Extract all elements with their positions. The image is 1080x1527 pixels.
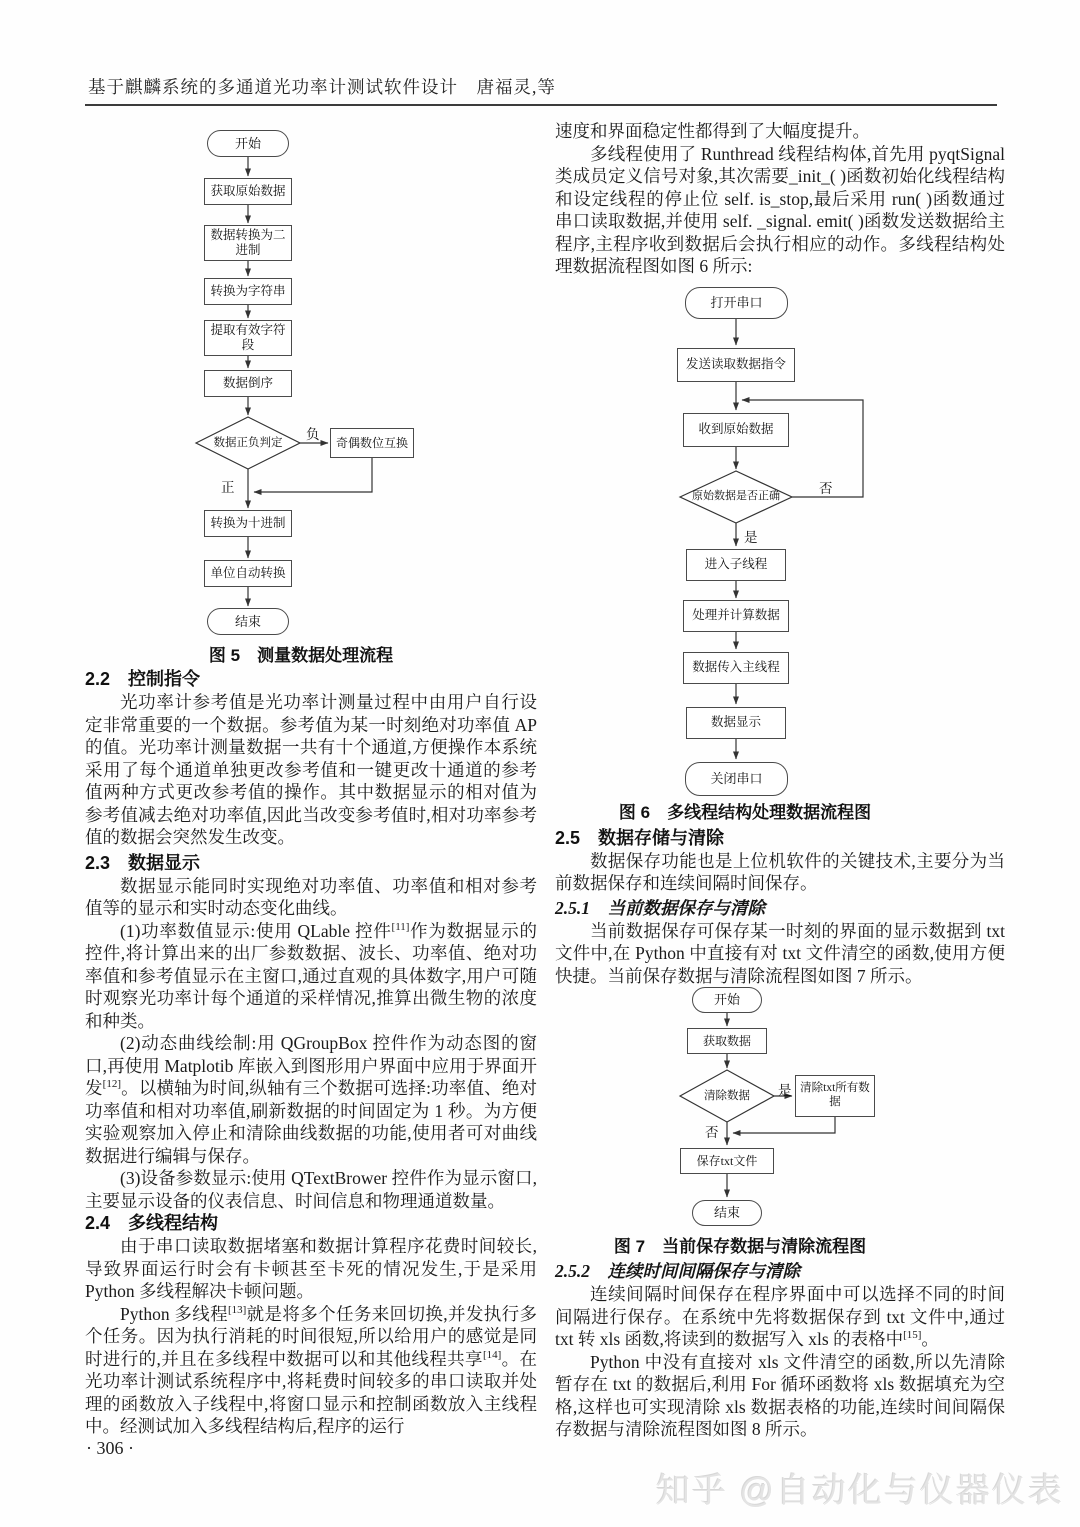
fig6-end-close-serial: 关闭串口 [685, 762, 788, 796]
section-2-5-2-heading: 2.5.2 连续时间间隔保存与清除 [555, 1261, 800, 1281]
section-2-3-paragraph-1: 数据显示能同时实现绝对功率值、功率值和相对参考值等的显示和实时动态变化曲线。 [85, 875, 537, 918]
figure5-caption: 图 5 测量数据处理流程 [208, 646, 394, 665]
fig5-process-convert-binary: 数据转换为二进制 [204, 225, 292, 261]
fig6-process-display-data: 数据显示 [686, 707, 786, 739]
fig5-end-terminal: 结束 [207, 608, 289, 635]
fig5-process-get-raw-data: 获取原始数据 [204, 178, 292, 205]
figure7-caption: 图 7 当前保存数据与清除流程图 [613, 1237, 867, 1256]
fig7-process-get-data: 获取数据 [687, 1028, 767, 1054]
fig6-decision-data-correct: 原始数据是否正确 [692, 490, 780, 503]
fig7-branch-yes-label: 是 [778, 1083, 792, 1098]
page-number: · 306 · [86, 1438, 134, 1458]
fig6-branch-no-label: 否 [819, 480, 833, 496]
left-column [85, 125, 537, 1438]
section-2-5-1-paragraph: 当前数据保存可保存某一时刻的界面的显示数据到 txt 文件中,在 Python 中直接有对 txt 文件清空的函数,使用方便快捷。当前保存数据与清除流程图如图 7 所示。 [555, 920, 1005, 986]
fig5-process-extract-chars: 提取有效字符段 [204, 320, 292, 356]
fig6-process-receive-raw: 收到原始数据 [683, 413, 789, 447]
fig6-process-enter-subthread: 进入子线程 [686, 549, 786, 581]
section-2-4-paragraph-2: Python 多线程[13]就是将多个任务来回切换,并发执行多个任务。因为执行消耗的时间很短,所以给用户的感觉是同时进行的,并且在多线程中数据可以和其他线程共享[14]。在光功率计测试系统程序中,将耗费时间较多的串口读取并处理的函数放入子线程中,将窗口显示和控制函数放入主线程中。经测试加入多线程结构后,程序的运行 [85, 1303, 538, 1436]
fig6-process-send-read-cmd: 发送读取数据指令 [677, 348, 795, 382]
section-2-4-heading: 2.4 多线程结构 [85, 1213, 219, 1233]
section-2-5-paragraph: 数据保存功能也是上位机软件的关键技术,主要分为当前数据保存和连续间隔时间保存。 [555, 850, 1005, 893]
section-2-4-paragraph-1: 由于串口读取数据堵塞和数据计算程序花费时间较长,导致界面运行时会有卡顿甚至卡死的情况发生,于是采用 Python 多线程解决卡顿问题。 [85, 1236, 537, 1301]
fig6-process-compute-data: 处理并计算数据 [683, 600, 789, 632]
section-2-3-paragraph-4: (3)设备参数显示:使用 QTextBrower 控件作为显示窗口,主要显示设备的仪表信息、时间信息和物理通道数量。 [85, 1168, 537, 1211]
fig5-process-convert-decimal: 转换为十进制 [204, 510, 292, 537]
section-2-5-1-heading: 2.5.1 当前数据保存与清除 [555, 897, 765, 918]
running-head-title: 基于麒麟系统的多通道光功率计测试软件设计 唐福灵,等 [88, 77, 556, 97]
fig7-connectors [555, 987, 1005, 1234]
section-2-5-heading: 2.5 数据存储与清除 [555, 827, 725, 848]
fig7-decision-clear-data: 清除数据 [704, 1089, 750, 1102]
figure6-caption: 图 6 多线程结构处理数据流程图 [618, 802, 872, 822]
right-top-paragraph: 多线程使用了 Runthread 线程结构体,首先用 pyqtSignal 类成员定义信号对象,其次需要_init_( )函数初始化线程结构和设定线程的停止位 self. is_stop,最后采用 run( )函数通过串口读取数据,并使用 self. _signal. emit( )函数发送数据给主程序,主程序收到数据后会执行相应的动作。多线程结构处理数据流程图如图 6 所示: [555, 143, 1005, 276]
section-2-5-2-paragraph-1: 连续间隔时间保存在程序界面中可以选择不同的时间间隔进行保存。在系统中先将数据保存到 txt 文件中,通过 txt 转 xls 函数,将读到的数据写入 xls 的表格中[15]。 [555, 1284, 1005, 1349]
fig6-process-pass-mainthread: 数据传入主线程 [683, 652, 789, 684]
fig5-branch-positive-label: 正 [221, 480, 235, 495]
fig5-process-reverse-data: 数据倒序 [204, 370, 292, 397]
zhihu-watermark: 知乎 @自动化与仪器仪表 [656, 1472, 1064, 1510]
fig5-connectors [85, 130, 537, 642]
fig5-process-auto-unit: 单位自动转换 [204, 560, 292, 587]
section-2-5-2-paragraph-2: Python 中没有直接对 xls 文件清空的函数,所以先清除暂存在 txt 的数据后,利用 For 循环函数将 xls 数据填充为空格,这样也可实现清除 xls 数据表格的功能,连续时间间隔保存数据与清除流程图如图 8 所示。 [555, 1351, 1005, 1439]
fig5-decision-sign-check: 数据正负判定 [213, 436, 283, 449]
fig6-start-open-serial: 打开串口 [685, 287, 788, 319]
section-2-3-paragraph-2: (1)功率数值显示:使用 QLable 控件[11]作为数据显示的控件,将计算出来的出厂参数数据、波长、功率值、绝对功率值和参考值显示在主窗口,通过直观的具体数字,用户可随时观察光功率计每个通道的采样情况,推算出微生物的浓度和种类。 [85, 920, 537, 1031]
fig7-end-terminal: 结束 [692, 1200, 762, 1226]
fig5-process-swap-digits: 奇偶数位互换 [330, 428, 414, 458]
figure7-flowchart [555, 987, 1005, 1234]
fig7-process-clear-txt: 清除txt所有数据 [795, 1075, 875, 1117]
fig5-branch-negative-label: 负 [306, 427, 320, 442]
fig5-process-convert-string: 转换为字符串 [204, 278, 292, 305]
figure5-flowchart [85, 130, 537, 642]
fig7-process-save-txt: 保存txt文件 [680, 1148, 774, 1174]
right-top-continuation: 速度和界面稳定性都得到了大幅度提升。 [555, 121, 870, 141]
fig6-branch-yes-label: 是 [744, 529, 758, 545]
fig7-branch-no-label: 否 [705, 1125, 719, 1140]
figure6-flowchart [555, 287, 1005, 799]
section-2-2-paragraph: 光功率计参考值是光功率计测量过程中由用户自行设定非常重要的一个数据。参考值为某一时刻绝对功率值 AP 的值。光功率计测量数据一共有十个通道,方便操作本系统采用了每个通道单独更改参考值和一键更改十通道的参考值两种方式更改参考值的操作。其中数据显示的相对值为参考值减去绝对功率值,因此当改变参考值时,相对功率参考值的数据会突然发生改变。 [85, 692, 537, 847]
fig7-start-terminal: 开始 [692, 987, 762, 1013]
section-2-3-heading: 2.3 数据显示 [85, 852, 201, 873]
right-column [555, 120, 1005, 1441]
section-2-2-heading: 2.2 控制指令 [85, 669, 201, 689]
section-2-3-paragraph-3: (2)动态曲线绘制:用 QGroupBox 控件作为动态图的窗口,再使用 Matplotib 库嵌入到图形用户界面中应用于界面开发[12]。以横轴为时间,纵轴有三个数据可选择:功率值、绝对功率值和相对功率值,刷新数据的时间固定为 1 秒。为方便实验观察加入停止和清除曲线数据的功能,使用者可对曲线数据进行编辑与保存。 [85, 1033, 537, 1166]
header-rule [85, 104, 997, 106]
fig5-start-terminal: 开始 [207, 130, 289, 157]
